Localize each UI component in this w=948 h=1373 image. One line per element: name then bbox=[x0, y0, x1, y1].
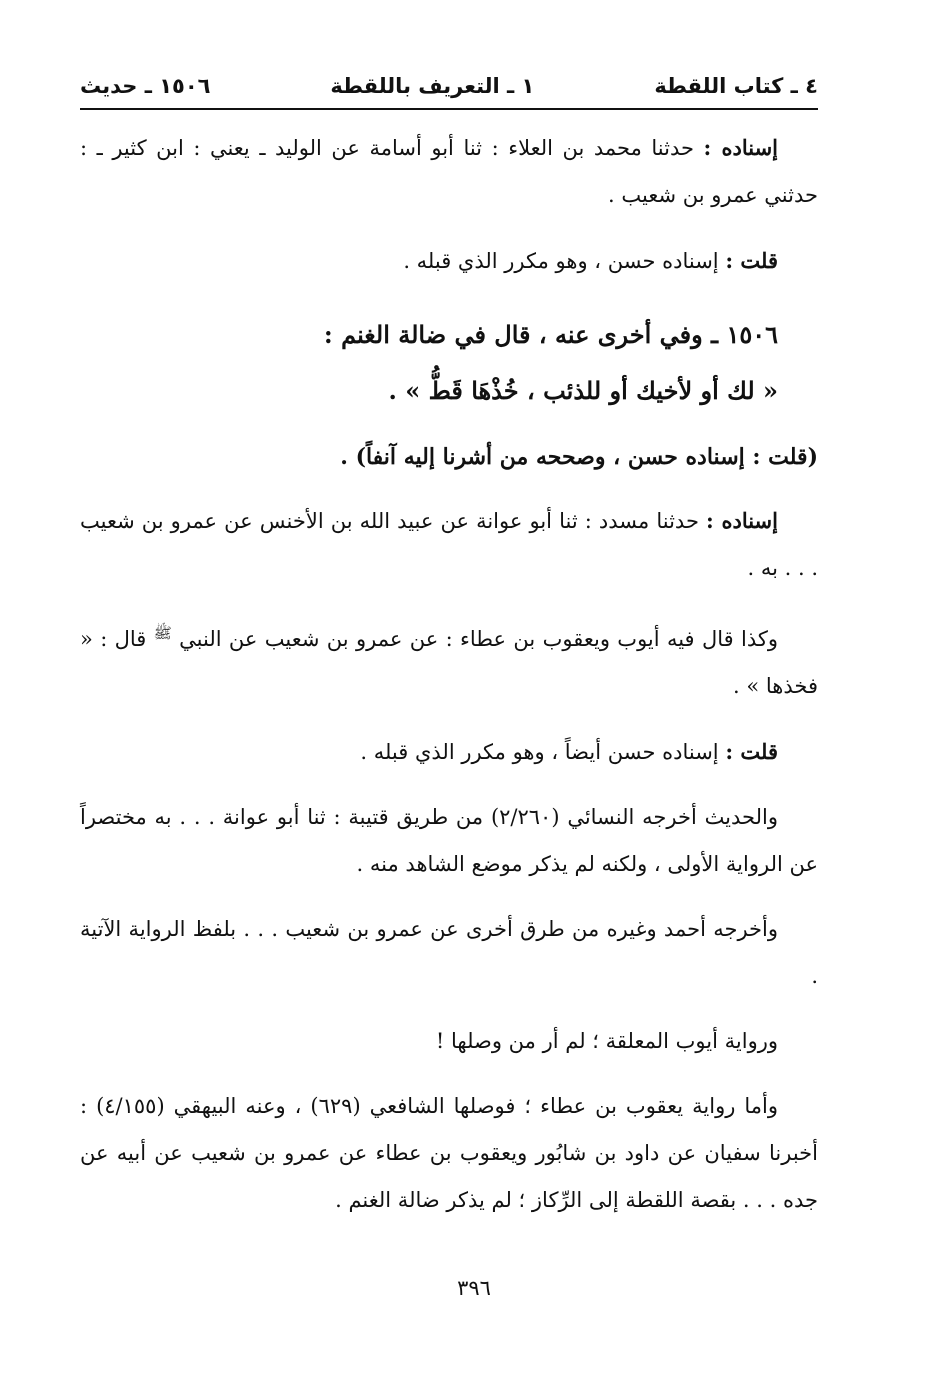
isnad-label: إسناده : bbox=[703, 135, 779, 160]
yaqub-riwaya-paragraph: وأما رواية يعقوب بن عطاء ؛ فوصلها الشافعي (٦٢٩) ، وعنه البيهقي (٤/١٥٥) : أخبرنا سفيان عن داود بن شابُور ويعقوب بن عطاء عن عمرو بن شعيب عن أبيه عن جده . . . بقصة اللقطة إلى الرِّكاز ؛ لم يذكر ضالة الغنم . bbox=[80, 1094, 818, 1212]
salawat-glyph: ﷺ bbox=[153, 624, 172, 642]
takhrij-nasai-paragraph: والحديث أخرجه النسائي (٢/٢٦٠) من طريق قتيبة : ثنا أبو عوانة . . . به مختصراً عن الرواية الأولى ، ولكنه لم يذكر موضع الشاهد منه . bbox=[80, 805, 818, 876]
header-chapter-title: ١ ـ التعريف باللقطة bbox=[330, 74, 535, 98]
main-text bbox=[80, 124, 818, 1242]
qult-text: إسناده حسن ، وهو مكرر الذي قبله . bbox=[403, 249, 726, 273]
riwaya-text-before: وكذا قال فيه أيوب ويعقوب بن عطاء : عن عمرو بن شعيب عن النبي bbox=[171, 627, 778, 651]
running-header bbox=[80, 64, 818, 110]
page-number: ٣٩٦ bbox=[457, 1276, 491, 1300]
qult-paragraph-2 bbox=[80, 728, 818, 776]
header-hadith-ref: ١٥٠٦ ـ حديث bbox=[80, 74, 211, 98]
takhrij-ahmad-paragraph: وأخرجه أحمد وغيره من طرق أخرى عن عمرو بن شعيب . . . بلفظ الرواية الآتية . bbox=[80, 917, 818, 988]
hadith-matn: « لك أو لأخيك أو للذئب ، خُذْهَا قَطُّ » . bbox=[388, 376, 778, 405]
header-book-title: ٤ ـ كتاب اللقطة bbox=[654, 74, 818, 98]
riwaya-text-after: قال : « فخذها » . bbox=[80, 627, 818, 698]
qult-label: قلت : bbox=[725, 739, 778, 764]
isnad-paragraph-2 bbox=[80, 497, 818, 592]
qult-label: قلت : bbox=[725, 248, 778, 273]
qult-grading: (قلت : إسناده حسن ، وصححه من أشرنا إليه آنفاً) . bbox=[340, 444, 818, 470]
ayyub-riwaya-paragraph: ورواية أيوب المعلقة ؛ لم أر من وصلها ! bbox=[435, 1029, 778, 1053]
qult-paragraph-1 bbox=[80, 237, 818, 285]
isnad-paragraph-1 bbox=[80, 124, 818, 219]
isnad-text: حدثنا مسدد : ثنا أبو عوانة عن عبيد الله بن الأخنس عن عمرو بن شعيب . . . به . bbox=[80, 509, 818, 580]
riwaya-paragraph bbox=[80, 610, 818, 710]
hadith-heading: ١٥٠٦ ـ وفي أخرى عنه ، قال في ضالة الغنم : bbox=[323, 320, 778, 349]
isnad-text: حدثنا محمد بن العلاء : ثنا أبو أسامة عن الوليد ـ يعني : ابن كثير ـ : حدثني عمرو بن شعيب . bbox=[80, 136, 818, 207]
isnad-label: إسناده : bbox=[706, 508, 778, 533]
qult-text: إسناده حسن أيضاً ، وهو مكرر الذي قبله . bbox=[360, 740, 726, 764]
